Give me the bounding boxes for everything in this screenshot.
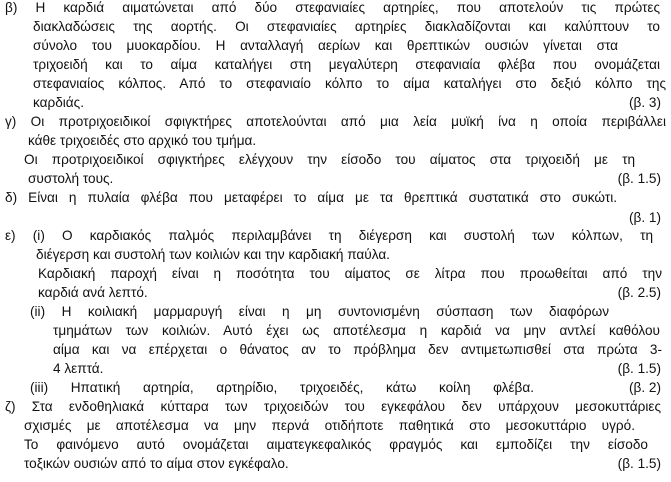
answer-zeta-line-2: σχισμές με αποτέλεσμα να μην περνά οτιδήποτε παθητικά στο μεσοκυττάριο υγρό. — [24, 418, 635, 433]
answer-beta-line-1: β) Η καρδιά αιματώνεται από δύο στεφανιαίες αρτηρίες, που αποτελούν τις πρώτες — [5, 0, 660, 15]
answer-epsilon-ii-line-2: τμημάτων των κοιλιών. Αυτό έχει ως αποτέλεσμα η καρδιά να μην αντλεί καθόλου — [53, 323, 660, 338]
answer-epsilon-i-marks: (β. 2.5) — [617, 285, 661, 300]
answer-epsilon-ii-line-4: 4 λεπτά. — [53, 361, 104, 376]
answer-zeta-line-4: τοξικών ουσιών από το αίμα στον εγκέφαλο. — [24, 456, 289, 471]
answer-gamma-line-1: γ) Οι προτριχοειδικοί σφιγκτήρες αποτελούνται από μια λεία μυϊκή ίνα η οποία περιβάλλει — [5, 114, 666, 129]
answer-epsilon-iii-marks: (β. 2) — [629, 380, 661, 395]
answer-beta-line-6: καρδιάς. — [33, 95, 84, 110]
answer-delta-line-1: δ) Είναι η πυλαία φλέβα που μεταφέρει το αίμα με τα θρεπτικά συστατικά στο συκώτι. — [5, 190, 617, 205]
answer-epsilon-i-line-1: ε) (i) Ο καρδιακός παλμός περιλαμβάνει τη διέγερση και συστολή των κόλπων, τη — [5, 228, 653, 243]
answer-epsilon-ii-line-3: αίμα και να επέρχεται ο θάνατος αν το πρόβλημα δεν αντιμετωπισθεί στα πρώτα 3- — [53, 342, 662, 357]
answer-delta-marks: (β. 1) — [629, 210, 661, 225]
answer-beta-marks: (β. 3) — [629, 95, 661, 110]
answer-zeta-line-1: ζ) Στα ενδοθηλιακά κύτταρα των τριχοειδών του εγκεφάλου δεν υπάρχουν μεσοκυττάριες — [5, 399, 661, 414]
answer-beta-line-5: στεφανιαίος κόλπος. Από το στεφανιαίο κόλπο το αίμα καταλήγει στο δεξιό κόλπο της — [33, 76, 666, 91]
answer-beta-line-2: διακλαδώσεις της αορτής. Οι στεφανιαίες αρτηρίες διακλαδίζονται και καλύπτουν το — [33, 19, 660, 34]
answer-epsilon-ii-marks: (β. 1.5) — [617, 361, 661, 376]
answer-zeta-line-3: Το φαινόμενο αυτό ονομάζεται αιματεγκεφαλικός φραγμός και εμποδίζει την είσοδο — [24, 437, 648, 452]
answer-epsilon-i-line-3: Καρδιακή παροχή είναι η ποσότητα του αίματος σε λίτρα που προωθείται από την — [38, 266, 662, 281]
answer-epsilon-i-line-4: καρδιά ανά λεπτό. — [38, 285, 148, 300]
answer-beta-line-4: τριχοειδή και το αίμα καταλήγει στη μεγαλύτερη στεφανιαία φλέβα που ονομάζεται — [33, 57, 660, 72]
answer-gamma-line-2: κάθε τριχοειδές στο αρχικό του τμήμα. — [28, 133, 257, 148]
answer-epsilon-iii-line-1: (iii) Ηπατική αρτηρία, αρτηρίδιο, τριχοειδές, κάτω κοίλη φλέβα. — [30, 380, 534, 395]
answer-epsilon-ii-line-1: (ii) Η κοιλιακή μαρμαρυγή είναι η μη συντονισμένη σύσπαση των διαφόρων — [30, 304, 609, 319]
answer-epsilon-i-line-2: διέγερση και συστολή των κοιλιών και την καρδιακή παύλα. — [36, 247, 390, 262]
answer-gamma-marks: (β. 1.5) — [617, 171, 661, 186]
answer-gamma-line-4: συστολή τους. — [28, 171, 114, 186]
answer-gamma-line-3: Οι προτριχοειδικοί σφιγκτήρες ελέγχουν την είσοδο του αίματος στα τριχοειδή με τη — [24, 152, 635, 167]
answer-zeta-marks: (β. 1.5) — [617, 456, 661, 471]
answer-beta-line-3: σύνολο του μυοκαρδίου. Η ανταλλαγή αερίων και θρεπτικών ουσιών γίνεται στα — [33, 38, 618, 53]
